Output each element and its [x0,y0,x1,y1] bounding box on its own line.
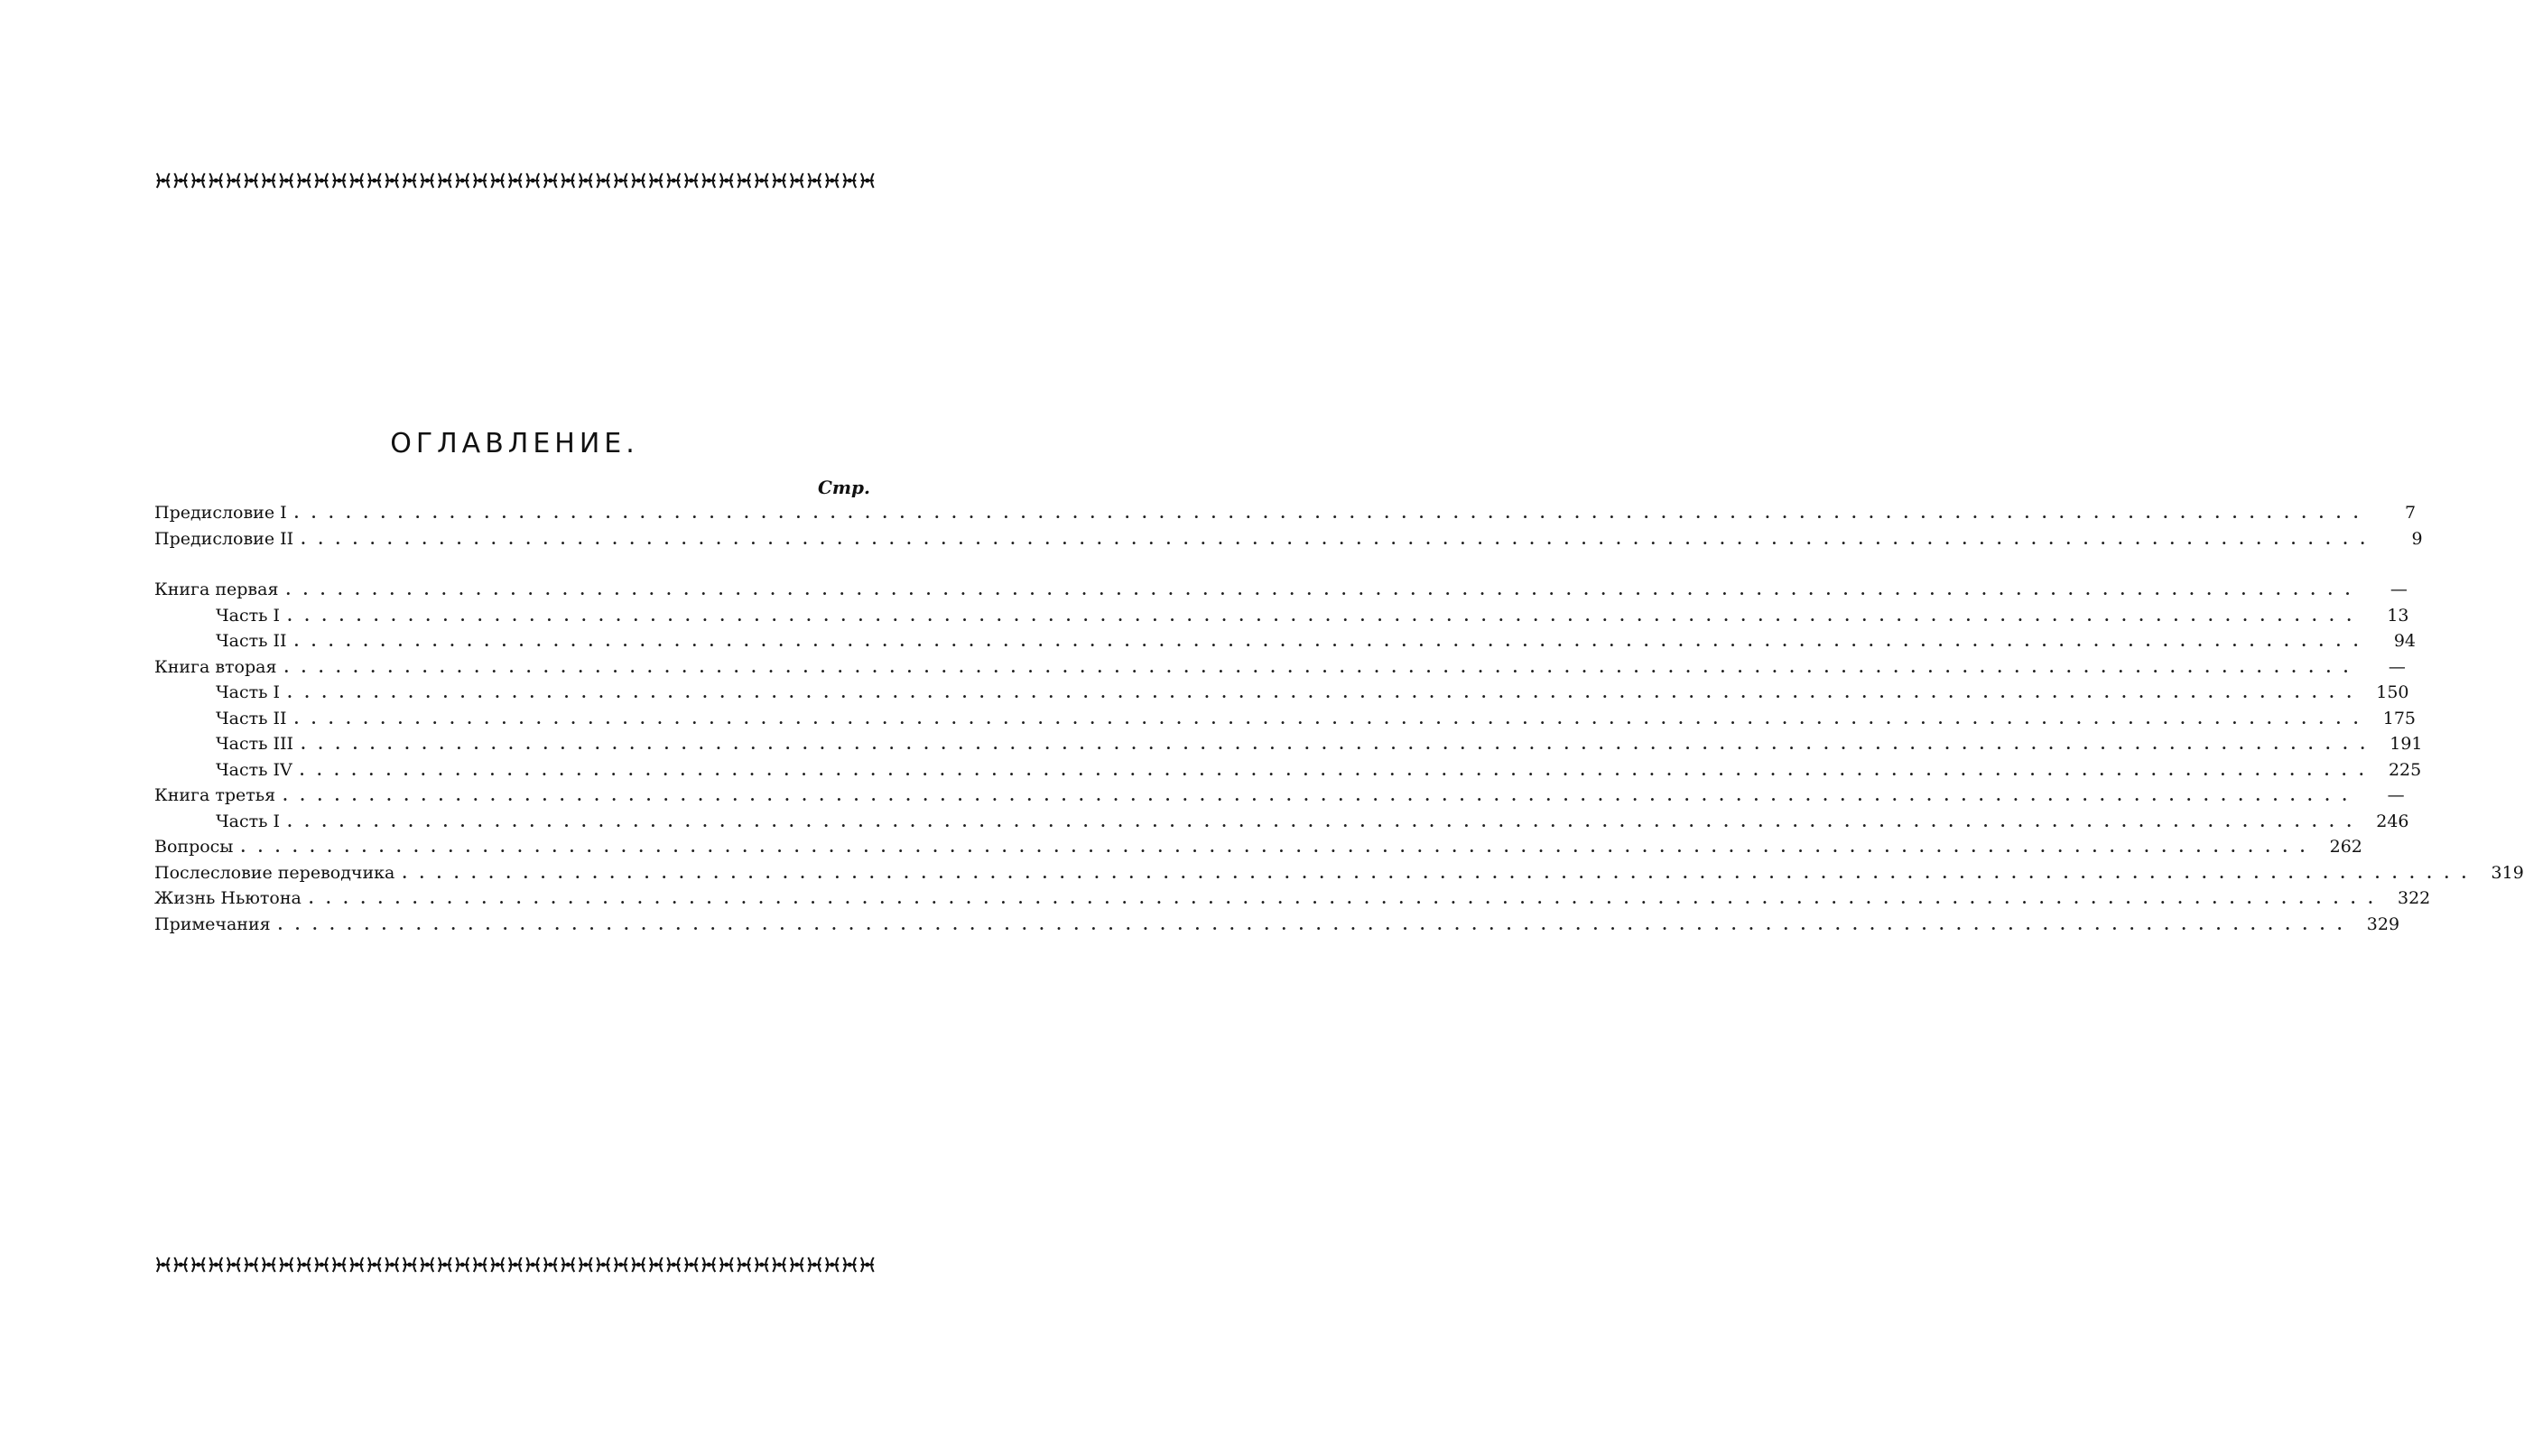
toc-entry-page: 319 [2491,862,2524,883]
toc-entry-page: 322 [2398,888,2431,908]
toc-entry-label: Предисловие II [154,528,294,549]
toc-entry [154,912,2400,938]
dot-leader: ........................................................................................................................ [299,761,2377,779]
toc-entry-page: 150 [2376,682,2409,702]
dot-leader: ........................................................................................................................ [402,864,2479,882]
toc-entry-label: Часть I [216,605,281,626]
page-column-header: Стр. [817,477,870,498]
dot-leader: ........................................................................................................................ [277,915,2355,933]
dot-leader: ........................................................................................................................ [287,684,2364,701]
toc-entry-label: Жизнь Ньютона [154,888,302,908]
dot-leader: ........................................................................................................................ [287,812,2364,830]
dot-leader: ........................................................................................................................ [287,607,2364,625]
toc-entry [154,654,2406,681]
dot-leader: ........................................................................................................................ [285,581,2362,598]
dot-leader: ........................................................................................................................ [301,736,2378,753]
toc-entry-label: Книга третья [154,785,276,805]
dot-leader: ........................................................................................................................ [293,709,2371,728]
toc-entry-label: Часть II [216,631,287,651]
toc-entry-label: Часть IV [216,759,292,780]
table-of-contents [154,500,2524,937]
toc-entry-page: 262 [2329,837,2362,857]
toc-entry [154,500,2417,526]
toc-entry-page: 175 [2382,708,2416,728]
ornament-border-bottom [154,1254,877,1275]
dot-leader: ........................................................................................................................ [293,505,2371,522]
toc-entry [154,603,2409,629]
page-title: ОГЛАВЛЕНИЕ. [390,428,639,459]
toc-entry-label: Часть II [216,708,287,728]
toc-entry-label: Предисловие I [154,503,287,523]
toc-entry-label: Часть I [216,682,281,702]
toc-entry-page: 9 [2411,528,2423,549]
toc-entry [154,783,2405,809]
toc-entry-page: 191 [2389,734,2423,754]
toc-entry [154,731,2423,757]
toc-entry-page: 13 [2387,605,2409,626]
toc-entry-label: Книга первая [154,580,279,599]
toc-entry-page: 246 [2376,811,2409,831]
ornament-border-top [154,170,877,191]
toc-entry-page: 225 [2388,759,2422,780]
toc-entry [154,886,2431,912]
dot-leader: ........................................................................................................................ [283,658,2361,676]
toc-entry-page: — [2388,656,2406,677]
dot-leader: ........................................................................................................................ [293,633,2371,650]
toc-entry [154,628,2416,654]
toc-entry [154,680,2409,706]
toc-entry-label: Послесловие переводчика [154,862,395,883]
toc-entry [154,757,2422,784]
dot-leader: ........................................................................................................................ [301,530,2378,548]
dot-leader: ........................................................................................................................ [283,787,2360,804]
toc-entry-page: 94 [2393,631,2416,651]
toc-entry [154,809,2409,835]
toc-entry-label: Часть I [216,811,281,831]
toc-entry-page: 329 [2366,913,2400,934]
toc-entry [154,706,2416,732]
toc-entry [154,834,2362,860]
toc-entry-page: — [2389,580,2408,599]
toc-entry-page: 7 [2404,503,2417,523]
toc-entry-label: Книга вторая [154,656,277,677]
toc-entry [154,860,2524,886]
dot-leader: ........................................................................................................................ [240,839,2317,856]
toc-entry-label: Вопросы [154,837,234,857]
toc-entry [154,577,2408,603]
dot-leader: ........................................................................................................................ [308,890,2386,907]
toc-entry-label: Примечания [154,913,271,934]
toc-entry-page: — [2387,785,2405,805]
toc-entry-label: Часть III [216,734,294,754]
toc-entry [154,526,2423,552]
